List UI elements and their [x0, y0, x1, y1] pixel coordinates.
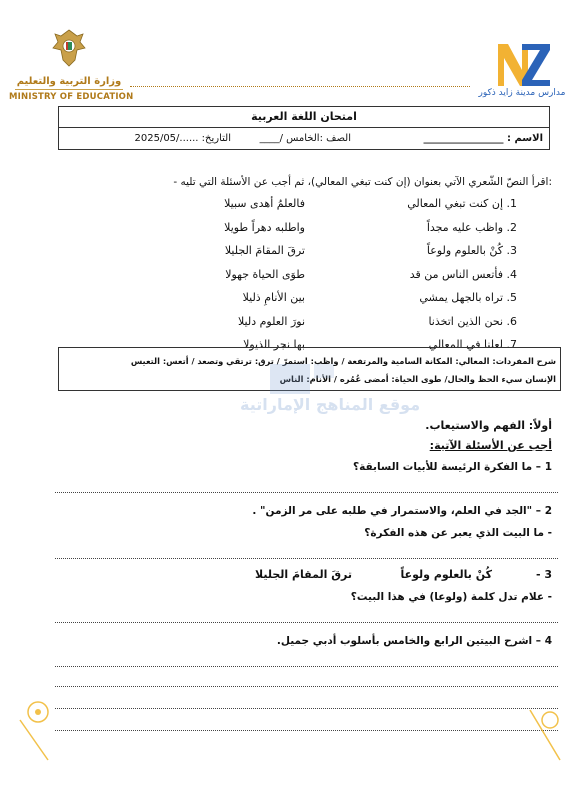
ministry-name-en: MINISTRY OF EDUCATION — [9, 92, 134, 102]
student-info-row — [59, 128, 549, 149]
divider — [15, 89, 123, 90]
ministry-logo — [9, 26, 134, 102]
verse-first-half: 1. إن كنت تبغي المعالي — [407, 197, 517, 210]
verse-second-half: ترقَ المقامَ الجليلا — [224, 244, 305, 257]
answer-line[interactable] — [55, 666, 558, 667]
verse-second-half: فالعلمُ أهدى سبيلا — [224, 197, 305, 210]
name-field[interactable]: الاسم : ________________ — [423, 133, 543, 144]
watermark-text: موقع المناهج الإماراتية — [240, 395, 421, 414]
question-1: 1 – ما الفكرة الرئيسة للأبيات السابقة؟ — [353, 461, 552, 473]
verse-first-half: 6. نحن الذين اتخذنا — [428, 314, 517, 328]
answer-line[interactable] — [55, 686, 558, 687]
header-divider — [130, 86, 470, 88]
decorative-shape-icon — [14, 690, 62, 780]
verse-second-half: نورَ العلوم دليلا — [237, 314, 305, 328]
uae-emblem-icon — [47, 26, 91, 70]
exam-header-box — [58, 106, 550, 150]
question-2: 2 – "الجد في العلم، والاستمرار في طلبه على مر الزمن" . — [252, 505, 552, 517]
question-3-sub: - علام تدل كلمة (ولوعا) في هذا البيت؟ — [350, 591, 552, 603]
answer-line[interactable] — [55, 708, 558, 709]
verse-first-half: 4. فأتعس الناس من قد — [409, 267, 517, 281]
question-3-number: 3 - — [535, 568, 552, 581]
vocabulary-line: الإنسان سيء الحظ والحال/ طوى الحياة: أمضى عُمُره / الأنام: الناس — [279, 374, 556, 384]
verse-first-half: كُنْ بالعلوم ولوعاً — [400, 568, 492, 581]
poem-verse — [117, 197, 517, 221]
date-field[interactable]: التاريخ: ....../2025/05 — [134, 133, 231, 144]
vocabulary-line: شرح المفردات: المعالي: المكانة السامية والمرتفعة / واظب: استمرّ / ترق: ترتقي وتصعد / أتعس: التعيس — [130, 356, 556, 366]
poem-verse — [117, 315, 517, 339]
poem-verse — [117, 291, 517, 315]
verse-first-half: 5. تراه بالجهل يمشي — [419, 291, 517, 304]
verse-first-half: 7. لعلنا في المعالي — [428, 338, 517, 351]
poem-verse — [117, 244, 517, 268]
verse-second-half: بين الأنامِ ذليلا — [242, 291, 305, 304]
verse-first-half: 3. كُنْ بالعلوم ولوعاً — [426, 244, 517, 257]
verse-second-half: طوَى الحياة جهولا — [225, 267, 305, 281]
ministry-name-ar: وزارة التربية والتعليم — [16, 76, 122, 87]
question-4: 4 – اشرح البيتين الرابع والخامس بأسلوب أدبي جميل. — [276, 635, 552, 647]
section-subtitle: أجب عن الأسئلة الآتية: — [429, 439, 552, 452]
reading-instruction: - اقرأ النصّ الشّعري الآتي بعنوان (إن كنت تبغي المعالي)، ثم أجب عن الأسئلة التي تليه: — [173, 176, 552, 188]
answer-line[interactable] — [55, 492, 558, 493]
school-name: مدارس مدينة زايد ذكور — [478, 88, 566, 98]
section-title: أولاً: الفهم والاستيعاب. — [425, 419, 552, 432]
exam-title: امتحان اللغة العربية — [59, 107, 549, 128]
verse-second-half: ترقَ المقامَ الجليلا — [254, 568, 352, 581]
nz-logo-icon — [492, 36, 552, 92]
answer-line[interactable] — [55, 622, 558, 623]
answer-line[interactable] — [55, 730, 558, 731]
decorative-shape-icon — [520, 690, 568, 780]
poem-verse — [117, 221, 517, 245]
school-logo — [478, 36, 566, 98]
verse-second-half: بها نجر الذيولا — [243, 338, 305, 351]
answer-line[interactable] — [55, 558, 558, 559]
poem-verse — [117, 268, 517, 292]
class-field[interactable]: الصف :الخامس /____ — [259, 133, 351, 144]
verse-second-half: واطلبه دهراً طويلا — [224, 220, 305, 234]
question-2-sub: - ما البيت الذي يعبر عن هذه الفكرة؟ — [364, 527, 552, 539]
poem — [117, 197, 517, 362]
verse-first-half: 2. واظب عليه مجداً — [426, 220, 517, 234]
